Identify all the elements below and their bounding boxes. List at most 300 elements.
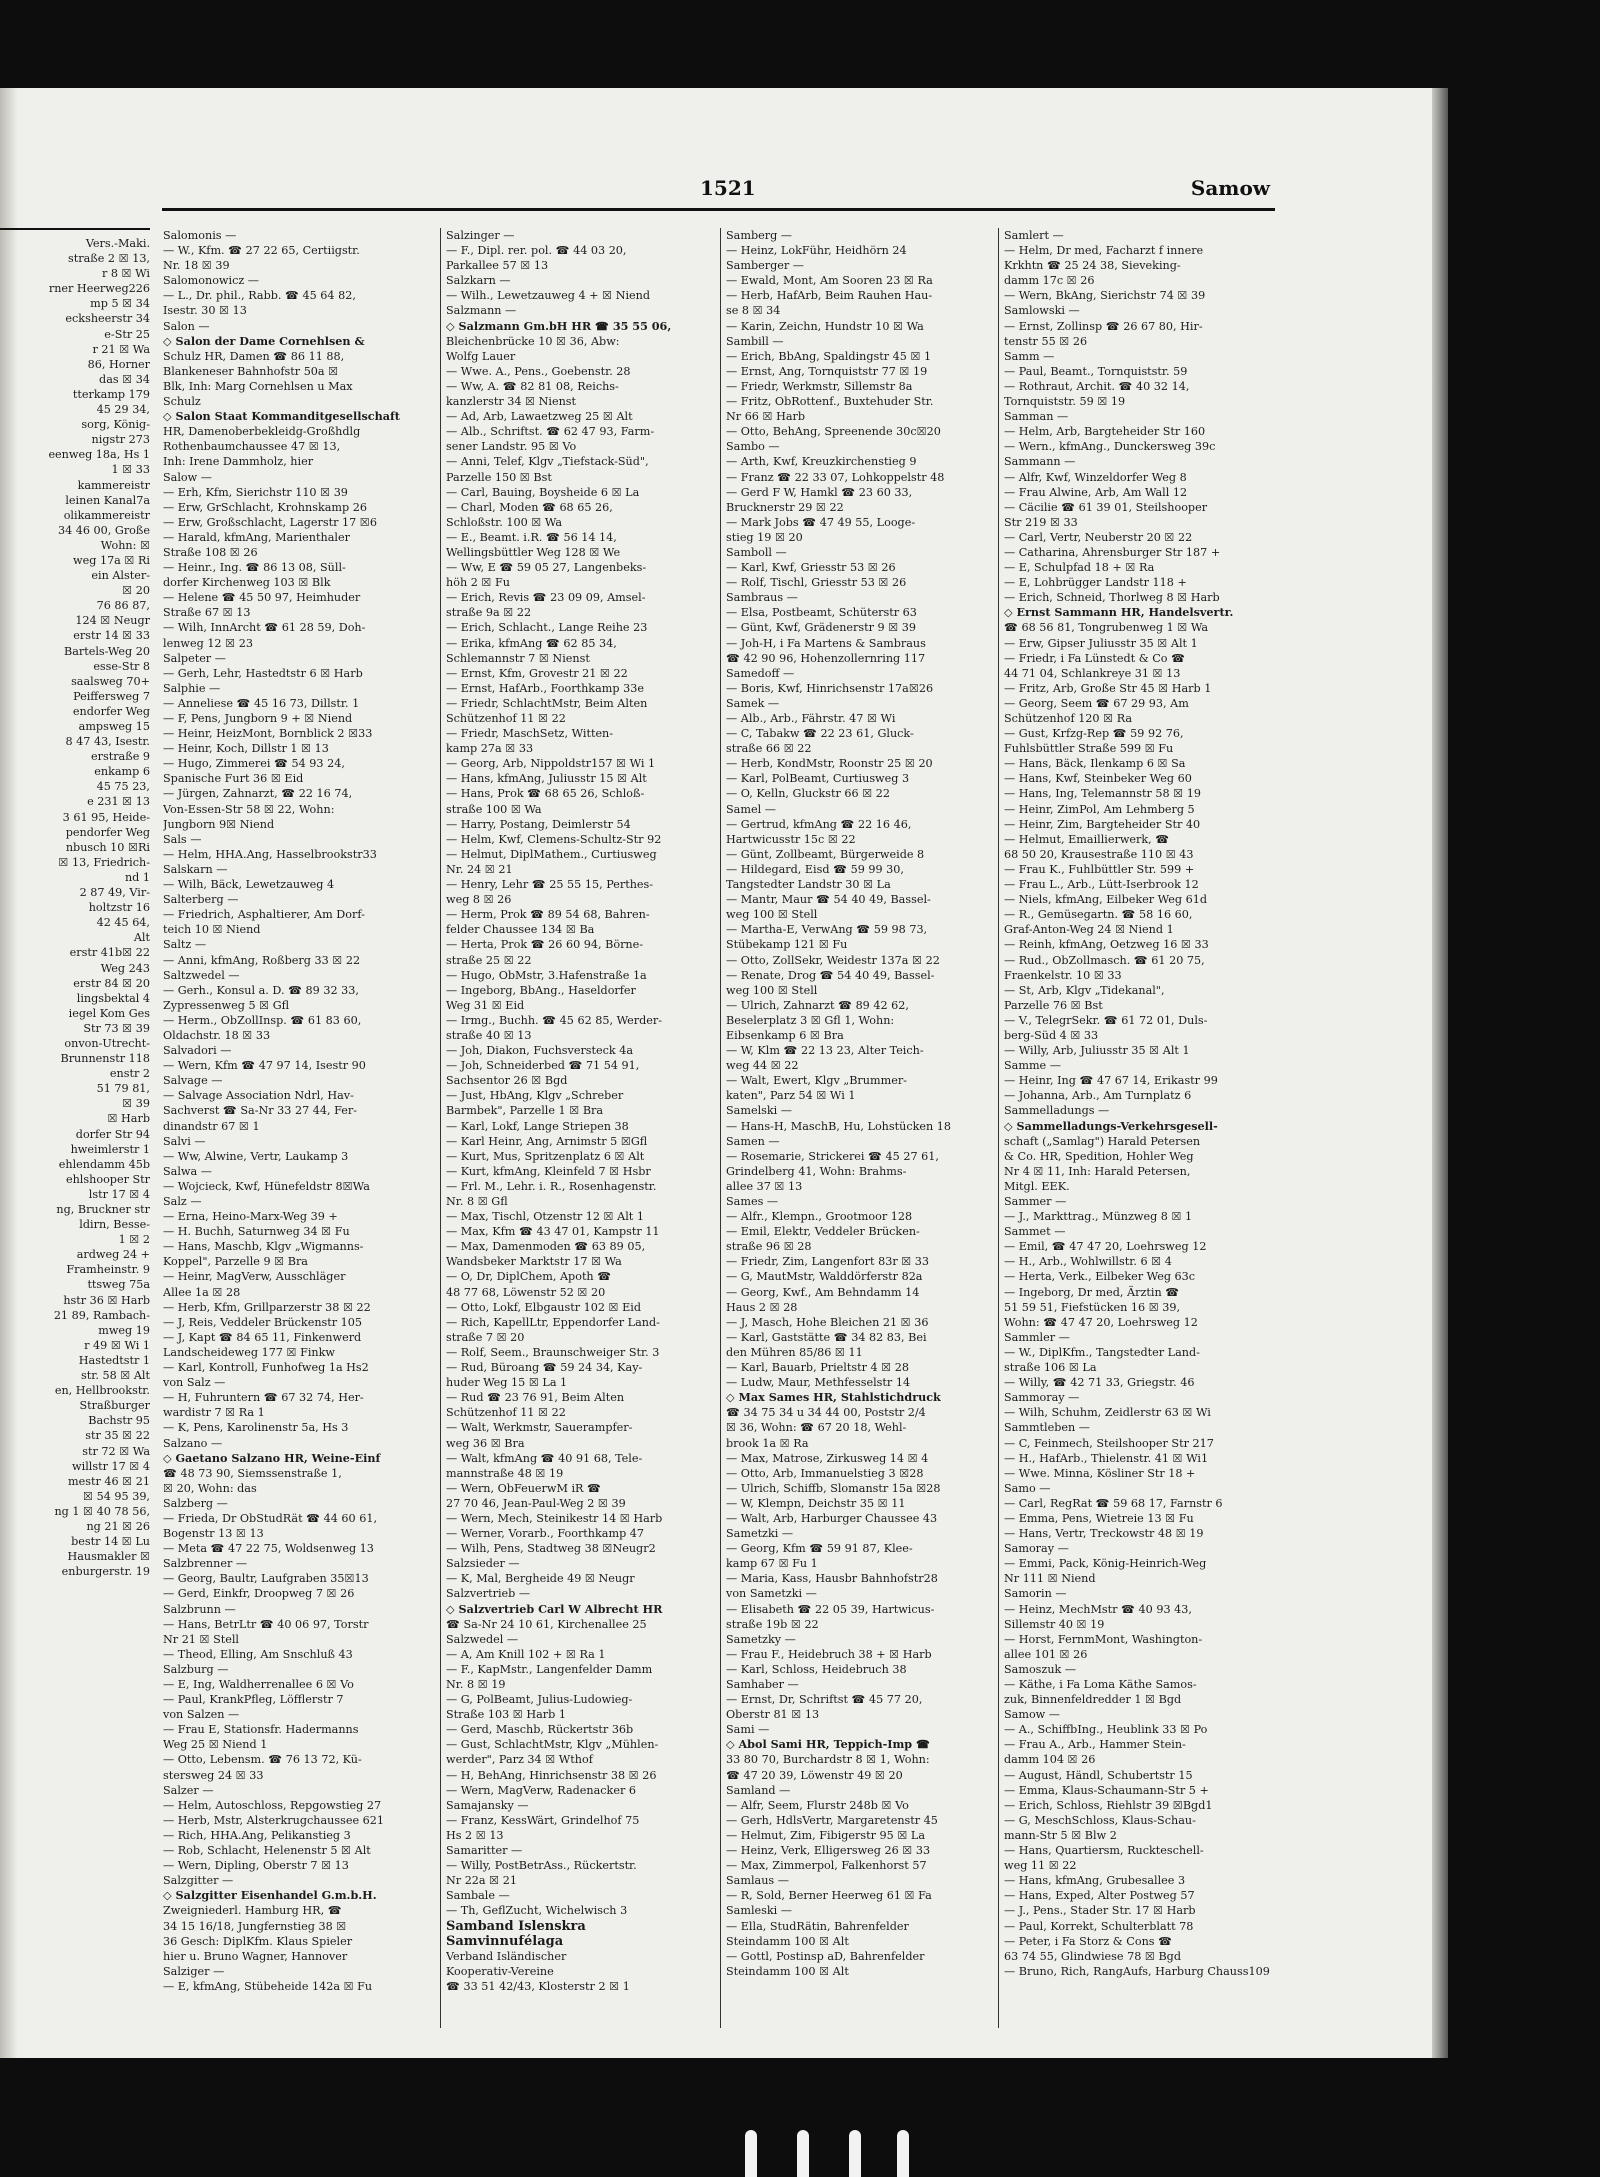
prev-page-rule xyxy=(0,228,150,230)
directory-entry-line: — Franz ☎ 22 33 07, Lohkoppelstr 48 xyxy=(726,470,945,484)
directory-entry-line: ☎ Sa-Nr 24 10 61, Kirchenallee 25 xyxy=(446,1617,647,1631)
surname-heading: Samhaber — xyxy=(726,1678,799,1691)
directory-entry-line: sener Landstr. 95 ☒ Vo xyxy=(446,440,577,454)
directory-entry-line: — W, Klm ☎ 22 13 23, Alter Teich- xyxy=(726,1044,924,1058)
directory-entry-line: — H., HafArb., Thielenstr. 41 ☒ Wi1 xyxy=(1004,1451,1209,1465)
directory-entry-line: — Gerd, Einkfr, Droopweg 7 ☒ 26 xyxy=(163,1587,355,1601)
directory-entry-line: — Emil, Elektr, Veddeler Brücken- xyxy=(726,1225,920,1239)
surname-heading: Sametzki — xyxy=(726,1527,794,1541)
surname-heading: Samelski — xyxy=(726,1104,792,1118)
surname-heading: Salzberg — xyxy=(163,1496,228,1510)
previous-page-column xyxy=(0,236,150,2026)
surname-heading: Samaritter — xyxy=(446,1844,523,1858)
directory-entry-line: — Gertrud, kfmAng ☎ 22 16 46, xyxy=(726,817,912,831)
directory-entry-line: — Harald, kfmAng, Marienthaler xyxy=(163,530,350,544)
directory-entry-line: — Gerh, HdlsVertr, Margaretenstr 45 xyxy=(726,1813,938,1827)
directory-entry-line: straße 19b ☒ 22 xyxy=(726,1617,819,1631)
directory-entry-line: dorfer Kirchenweg 103 ☒ Blk xyxy=(163,576,331,590)
directory-entry-line: Koppel", Parzelle 9 ☒ Bra xyxy=(163,1255,308,1269)
directory-entry-line: — Wilh, Pens, Stadtweg 38 ☒Neugr2 xyxy=(446,1542,656,1556)
prev-page-fragment: Vers.-Maki. xyxy=(85,237,150,250)
directory-entry-line: — Erich, Schlacht., Lange Reihe 23 xyxy=(446,621,648,635)
surname-heading: Saltz — xyxy=(163,938,207,952)
directory-entry-line: — L., Dr. phil., Rabb. ☎ 45 64 82, xyxy=(163,289,356,303)
directory-entry-line: werder", Parz 34 ☒ Wthof xyxy=(446,1753,593,1767)
surname-heading: Sals — xyxy=(163,832,202,846)
directory-entry-line: — Renate, Drog ☎ 54 40 49, Bassel- xyxy=(726,968,935,982)
directory-entry-line: — Gerh., Konsul a. D. ☎ 89 32 33, xyxy=(163,983,359,997)
directory-entry-line: Isestr. 30 ☒ 13 xyxy=(163,304,247,318)
prev-page-fragment: str. 58 ☒ Alt xyxy=(81,1369,150,1383)
surname-heading: Sambraus — xyxy=(726,591,798,605)
prev-page-fragment: Bachstr 95 xyxy=(88,1414,150,1428)
surname-heading: Salomonowicz — xyxy=(163,274,259,288)
directory-entry-line: — F, Pens, Jungborn 9 + ☒ Niend xyxy=(163,712,353,725)
directory-entry-line: — Gottl, Postinsp aD, Bahrenfelder xyxy=(726,1949,925,1963)
directory-entry-line: — Hans-H, MaschB, Hu, Lohstücken 18 xyxy=(726,1119,951,1133)
directory-entry-line: — Alb., Arb., Fährstr. 47 ☒ Wi xyxy=(726,712,896,725)
directory-entry-line: — C, Feinmech, Steilshooper Str 217 xyxy=(1004,1436,1214,1450)
directory-entry-line: — R., Gemüsegartn. ☎ 58 16 60, xyxy=(1004,908,1193,922)
directory-entry-line: — Frau K., Fuhlbüttler Str. 599 + xyxy=(1004,862,1195,876)
surname-heading: Salterberg — xyxy=(163,893,239,907)
directory-entry-line: — Wwe. A., Pens., Goebenstr. 28 xyxy=(446,364,631,378)
binding-tab xyxy=(745,2130,757,2177)
directory-entry-line: — G, PolBeamt, Julius-Ludowieg- xyxy=(446,1693,633,1707)
directory-entry-line: — Heinr, MagVerw, Ausschläger xyxy=(163,1270,346,1284)
directory-entry-line: straße 9a ☒ 22 xyxy=(446,606,532,620)
column-divider xyxy=(720,228,721,2028)
surname-heading: Salzmann — xyxy=(446,304,517,318)
directory-entry-line: allee 101 ☒ 26 xyxy=(1004,1647,1088,1661)
directory-entry-line: — Rud, Büroang ☎ 59 24 34, Kay- xyxy=(446,1361,643,1375)
directory-entry-line: — Mantr, Maur ☎ 54 40 49, Bassel- xyxy=(726,893,931,907)
prev-page-fragment: 42 45 64, xyxy=(96,916,150,930)
directory-entry-line: — Wilh, Bäck, Lewetzauweg 4 xyxy=(163,878,335,892)
prev-page-fragment: ☒ 13, Friedrich- xyxy=(58,855,150,869)
directory-entry-line: — Heinz, LokFühr, Heidhörn 24 xyxy=(726,244,907,258)
directory-entry-line: — Mark Jobs ☎ 47 49 55, Looge- xyxy=(726,515,916,529)
directory-entry-line: — August, Händl, Schubertstr 15 xyxy=(1004,1768,1193,1782)
prev-page-fragment: Brunnenstr 118 xyxy=(60,1052,150,1066)
directory-entry-line: — Friedr, Zim, Langenfort 83r ☒ 33 xyxy=(726,1255,930,1269)
directory-entry-line: straße 7 ☒ 20 xyxy=(446,1330,525,1344)
running-head: Samow xyxy=(1190,176,1270,200)
directory-entry-line: — Walt, kfmAng ☎ 40 91 68, Tele- xyxy=(446,1451,643,1465)
directory-entry-line: Spanische Furt 36 ☒ Eid xyxy=(163,772,304,786)
directory-entry-line: Nr. 8 ☒ Gfl xyxy=(446,1195,508,1208)
directory-entry-line: — Herm., ObZollInsp. ☎ 61 83 60, xyxy=(163,1013,362,1027)
directory-entry-line: Landscheideweg 177 ☒ Finkw xyxy=(163,1345,335,1359)
directory-entry-line: Straße 108 ☒ 26 xyxy=(163,545,258,559)
surname-heading: Salow — xyxy=(163,470,212,484)
directory-entry-line: — W, Klempn, Deichstr 35 ☒ 11 xyxy=(726,1496,906,1510)
prev-page-fragment: holtzstr 16 xyxy=(88,901,150,915)
directory-entry-line: HR, Damenoberbekleidg-Großhdlg xyxy=(163,425,361,439)
directory-entry-line: — Herb, HafArb, Beim Rauhen Hau- xyxy=(726,289,933,303)
prev-page-fragment: erstraße 9 xyxy=(91,750,150,764)
directory-entry-line: — Frau Alwine, Arb, Am Wall 12 xyxy=(1004,485,1188,499)
surname-heading: Salzano — xyxy=(163,1436,223,1450)
prev-page-fragment: mweg 19 xyxy=(98,1323,150,1337)
directory-entry-line: — Frau F., Heidebruch 38 + ☒ Harb xyxy=(726,1647,932,1661)
directory-entry-line: — Charl, Moden ☎ 68 65 26, xyxy=(446,500,613,514)
directory-entry-line: — Ewald, Mont, Am Sooren 23 ☒ Ra xyxy=(726,274,933,288)
directory-entry-line: ◇ Abol Sami HR, Teppich-Imp ☎ xyxy=(726,1737,930,1752)
surname-heading: Sammet — xyxy=(1004,1225,1066,1239)
directory-entry-line: — Wern, MagVerw, Radenacker 6 xyxy=(446,1783,636,1797)
directory-entry-line: Barmbek", Parzelle 1 ☒ Bra xyxy=(446,1104,604,1118)
prev-page-fragment: dorfer Str 94 xyxy=(75,1127,150,1141)
directory-entry-line: teich 10 ☒ Niend xyxy=(163,923,261,937)
directory-entry-line: — Walt, Arb, Harburger Chaussee 43 xyxy=(726,1511,938,1525)
prev-page-fragment: Peiffersweg 7 xyxy=(73,689,150,703)
prev-page-fragment: endorfer Weg xyxy=(72,704,150,718)
directory-entry-line: Wolfg Lauer xyxy=(446,349,516,363)
prev-page-fragment: Hausmakler ☒ xyxy=(67,1550,150,1564)
prev-page-fragment: Wohn: ☒ xyxy=(100,538,150,552)
directory-entry-line: — Hugo, ObMstr, 3.Hafenstraße 1a xyxy=(446,968,647,982)
directory-entry-line: Schützenhof 120 ☒ Ra xyxy=(1004,712,1133,725)
surname-heading: Salz — xyxy=(163,1195,202,1208)
directory-entry-line: den Mühren 85/86 ☒ 11 xyxy=(726,1345,863,1359)
directory-entry-line: ◇ Salzmann Gm.bH HR ☎ 35 55 06, xyxy=(446,318,672,333)
directory-entry-line: Sachverst ☎ Sa-Nr 33 27 44, Fer- xyxy=(163,1104,358,1118)
column-1 xyxy=(163,228,433,2028)
directory-entry-line: — Karl, Gaststätte ☎ 34 82 83, Bei xyxy=(726,1330,927,1344)
directory-entry-line: tenstr 55 ☒ 26 xyxy=(1004,334,1088,348)
directory-entry-line: — Ernst, Kfm, Grovestr 21 ☒ 22 xyxy=(446,666,628,680)
directory-entry-line: — Heinr, Ing ☎ 47 67 14, Erikastr 99 xyxy=(1004,1074,1218,1088)
directory-entry-line: — Emmi, Pack, König-Heinrich-Weg xyxy=(1004,1557,1207,1571)
directory-entry-line: ◇ Sammelladungs-Verkehrsgesell- xyxy=(1004,1118,1218,1133)
directory-entry-line: — Rolf, Tischl, Griesstr 53 ☒ 26 xyxy=(726,576,907,590)
directory-entry-line: — Helm, Arb, Bargteheider Str 160 xyxy=(1004,425,1206,439)
directory-entry-line: — Erw, GrSchlacht, Krohnskamp 26 xyxy=(163,500,367,514)
prev-page-fragment: lingsbektal 4 xyxy=(76,991,150,1005)
directory-entry-line: — Ernst, Dr, Schriftst ☎ 45 77 20, xyxy=(726,1693,923,1707)
directory-entry-line: — Hans, kfmAng, Juliusstr 15 ☒ Alt xyxy=(446,772,647,786)
directory-entry-line: — Cäcilie ☎ 61 39 01, Steilshooper xyxy=(1004,500,1208,514)
directory-entry-line: — Ernst, Zollinsp ☎ 26 67 80, Hir- xyxy=(1004,319,1203,333)
directory-entry-line: — Gust, SchlachtMstr, Klgv „Mühlen- xyxy=(446,1738,659,1752)
binding-tab xyxy=(797,2130,809,2177)
directory-entry-line: Nr 22a ☒ 21 xyxy=(446,1874,517,1888)
directory-entry-line: — Salvage Association Ndrl, Hav- xyxy=(163,1089,354,1103)
prev-page-fragment: hweimlerstr 1 xyxy=(70,1142,150,1156)
directory-entry-line: — Karl Heinr, Ang, Arnimstr 5 ☒Gfl xyxy=(446,1134,648,1148)
directory-entry-line: straße 25 ☒ 22 xyxy=(446,953,532,967)
surname-heading: Sammler — xyxy=(1004,1330,1070,1344)
prev-page-fragment: tterkamp 179 xyxy=(72,387,150,401)
surname-heading: Samen — xyxy=(726,1134,780,1148)
surname-heading: Salskarn — xyxy=(163,862,228,876)
surname-heading: Samek — xyxy=(726,696,780,710)
surname-heading: Samajansky — xyxy=(446,1798,529,1812)
prev-page-fragment: ng 21 ☒ 26 xyxy=(86,1519,150,1533)
column-divider xyxy=(998,228,999,2028)
directory-entry-line: ☒ 20, Wohn: das xyxy=(163,1481,257,1495)
surname-heading: Sammann — xyxy=(1004,455,1076,469)
directory-entry-line: Steindamm 100 ☒ Alt xyxy=(726,1964,849,1978)
prev-page-fragment: olikammereistr xyxy=(63,508,150,522)
surname-heading: Sammtleben — xyxy=(1004,1421,1090,1435)
directory-entry-line: zuk, Binnenfeldredder 1 ☒ Bgd xyxy=(1004,1693,1182,1707)
prev-page-fragment: nbusch 10 ☒Ri xyxy=(65,840,150,854)
directory-entry-line: weg 8 ☒ 26 xyxy=(446,893,512,907)
directory-entry-line: — Theod, Elling, Am Snschluß 43 xyxy=(163,1647,353,1661)
directory-entry-line: damm 17c ☒ 26 xyxy=(1004,274,1095,288)
directory-entry-line: — Hildegard, Eisd ☎ 59 99 30, xyxy=(726,862,904,876)
surname-heading: Salvage — xyxy=(163,1074,223,1088)
directory-entry-line: Inh: Irene Dammholz, hier xyxy=(163,455,314,469)
directory-entry-line: — Henry, Lehr ☎ 25 55 15, Perthes- xyxy=(446,878,654,892)
directory-entry-line: Nr. 24 ☒ 21 xyxy=(446,862,513,876)
directory-entry-line: — Ulrich, Schiffb, Slomanstr 15a ☒28 xyxy=(726,1481,941,1495)
directory-entry-line: — Karl, Kwf, Griesstr 53 ☒ 26 xyxy=(726,561,896,575)
directory-entry-line: — Max, Damenmoden ☎ 63 89 05, xyxy=(446,1240,646,1254)
prev-page-fragment: Weg 243 xyxy=(100,961,150,975)
directory-entry-line: — Otto, Lokf, Elbgaustr 102 ☒ Eid xyxy=(446,1300,642,1314)
prev-page-fragment: ttsweg 75a xyxy=(87,1278,150,1292)
surname-heading: Sammoray — xyxy=(1004,1391,1080,1405)
directory-entry-line: — Hans, Vertr, Treckowstr 48 ☒ 19 xyxy=(1004,1527,1204,1541)
prev-page-fragment: esse-Str 8 xyxy=(93,659,150,673)
directory-entry-line: — Peter, i Fa Storz & Cons ☎ xyxy=(1004,1934,1173,1948)
directory-entry-line: Parzelle 150 ☒ Bst xyxy=(446,470,552,484)
prev-page-fragment: willstr 17 ☒ 4 xyxy=(72,1459,150,1473)
directory-entry-line: — Erich, Schneid, Thorlweg 8 ☒ Harb xyxy=(1004,591,1220,605)
directory-entry-line: — Rosemarie, Strickerei ☎ 45 27 61, xyxy=(726,1149,939,1163)
directory-entry-line: — Friedrich, Asphaltierer, Am Dorf- xyxy=(163,908,365,922)
surname-heading: Samoszuk — xyxy=(1004,1662,1077,1676)
surname-heading: Salomonis — xyxy=(163,229,237,242)
prev-page-fragment: r 8 ☒ Wi xyxy=(101,267,150,281)
directory-entry-line: — Heinr, ZimPol, Am Lehmberg 5 xyxy=(1004,802,1195,816)
directory-entry-line: mannstraße 48 ☒ 19 xyxy=(446,1466,564,1480)
directory-entry-line: — W., DiplKfm., Tangstedter Land- xyxy=(1004,1345,1200,1359)
directory-entry-line: — Heinr, Koch, Dillstr 1 ☒ 13 xyxy=(163,742,329,756)
directory-entry-line: — Elsa, Postbeamt, Schüterstr 63 xyxy=(726,606,917,620)
directory-entry-line: — J., Pens., Stader Str. 17 ☒ Harb xyxy=(1004,1904,1196,1918)
directory-entry-line: — Werner, Vorarb., Foorthkamp 47 xyxy=(446,1527,645,1541)
prev-page-fragment: ehlendamm 45b xyxy=(58,1157,150,1171)
directory-entry-line: — Franz, KessWärt, Grindelhof 75 xyxy=(446,1813,640,1827)
directory-entry-line: ☎ 33 51 42/43, Klosterstr 2 ☒ 1 xyxy=(446,1979,630,1993)
prev-page-fragment: pendorfer Weg xyxy=(65,825,150,839)
prev-page-fragment: iegel Kom Ges xyxy=(68,1006,150,1020)
directory-entry-line: Oldachstr. 18 ☒ 33 xyxy=(163,1028,271,1042)
directory-entry-line: — H. Buchh, Saturnweg 34 ☒ Fu xyxy=(163,1225,350,1239)
directory-entry-line: Straße 103 ☒ Harb 1 xyxy=(446,1708,566,1722)
surname-heading: Salvadori — xyxy=(163,1044,232,1058)
prev-page-fragment: ampsweg 15 xyxy=(78,720,150,733)
directory-entry-line: — Meta ☎ 47 22 75, Woldsenweg 13 xyxy=(163,1542,374,1556)
column-3 xyxy=(726,228,996,2028)
directory-entry-line: — Ernst, Ang, Tornquiststr 77 ☒ 19 xyxy=(726,364,928,378)
directory-entry-line: ☎ 48 73 90, Siemssenstraße 1, xyxy=(163,1466,342,1480)
prev-page-fragment: ☒ Harb xyxy=(107,1112,150,1126)
surname-heading: Samman — xyxy=(1004,410,1069,424)
directory-entry-line: — E, kfmAng, Stübeheide 142a ☒ Fu xyxy=(163,1979,373,1993)
directory-entry-line: 44 71 04, Schlankreye 31 ☒ 13 xyxy=(1004,666,1181,680)
directory-entry-line: — Hans, Maschb, Klgv „Wigmanns- xyxy=(163,1240,364,1254)
directory-entry-line: — Hans, kfmAng, Grubesallee 3 xyxy=(1004,1874,1186,1888)
directory-entry-line: — F., Dipl. rer. pol. ☎ 44 03 20, xyxy=(446,244,627,258)
directory-entry-line: Schulz HR, Damen ☎ 86 11 88, xyxy=(163,349,345,363)
directory-entry-line: Steindamm 100 ☒ Alt xyxy=(726,1934,849,1948)
directory-entry-line: Weg 25 ☒ Niend 1 xyxy=(163,1738,268,1752)
directory-entry-line: — Ludw, Maur, Methfesselstr 14 xyxy=(726,1376,911,1390)
directory-entry-line: — Rud., ObZollmasch. ☎ 61 20 75, xyxy=(1004,953,1205,967)
directory-entry-line: — H, BehAng, Hinrichsenstr 38 ☒ 26 xyxy=(446,1768,657,1782)
directory-entry-line: — Willy, PostBetrAss., Rückertstr. xyxy=(446,1859,637,1873)
directory-entry-line: — Karin, Zeichn, Hundstr 10 ☒ Wa xyxy=(726,319,924,333)
directory-entry-line: — Emma, Klaus-Schaumann-Str 5 + xyxy=(1004,1783,1209,1797)
page-edge xyxy=(1432,88,1448,2058)
directory-entry-line: — Alb., Schriftst. ☎ 62 47 93, Farm- xyxy=(446,425,655,439)
surname-heading: von Sametzki — xyxy=(726,1587,817,1601)
directory-entry-line: ◇ Salzvertrieb Carl W Albrecht HR xyxy=(446,1601,663,1616)
surname-heading: Samoray — xyxy=(1004,1542,1069,1556)
prev-page-fragment: 124 ☒ Neugr xyxy=(75,614,150,628)
directory-entry-line: — Horst, FernmMont, Washington- xyxy=(1004,1632,1203,1646)
directory-entry-line: — Helm, Kwf, Clemens-Schultz-Str 92 xyxy=(446,832,662,846)
directory-entry-line: — Carl, RegRat ☎ 59 68 17, Farnstr 6 xyxy=(1004,1496,1223,1510)
directory-entry-line: — Alfr, Seem, Flurstr 248b ☒ Vo xyxy=(726,1798,909,1812)
prev-page-fragment: e 231 ☒ 13 xyxy=(87,795,150,809)
surname-heading: Samland — xyxy=(726,1783,791,1797)
directory-entry-line: — Otto, ZollSekr, Weidestr 137a ☒ 22 xyxy=(726,953,940,967)
prev-page-fragment: 86, Horner xyxy=(87,357,150,371)
directory-entry-line: Schloßstr. 100 ☒ Wa xyxy=(446,515,563,529)
directory-entry-line: — Max, Zimmerpol, Falkenhorst 57 xyxy=(726,1859,927,1873)
surname-heading: Samorin — xyxy=(1004,1587,1067,1601)
surname-heading: Salzsieder — xyxy=(446,1557,520,1571)
directory-entry-line: — Arth, Kwf, Kreuzkirchenstieg 9 xyxy=(726,455,917,469)
directory-entry-line: Fuhlsbüttler Straße 599 ☒ Fu xyxy=(1004,742,1174,756)
directory-entry-line: — J, Reis, Veddeler Brückenstr 105 xyxy=(163,1315,363,1329)
directory-entry-line: berg-Süd 4 ☒ 33 xyxy=(1004,1028,1099,1042)
prev-page-fragment: 45 29 34, xyxy=(96,403,150,417)
directory-entry-line: 48 77 68, Löwenstr 52 ☒ 20 xyxy=(446,1285,606,1299)
directory-entry-line: Jungborn 9☒ Niend xyxy=(163,817,275,831)
directory-entry-line: Mitgl. EEK. xyxy=(1004,1179,1070,1193)
directory-entry-line: — Frl. M., Lehr. i. R., Rosenhagenstr. xyxy=(446,1179,657,1193)
directory-entry-line: — Reinh, kfmAng, Oetzweg 16 ☒ 33 xyxy=(1004,938,1209,952)
surname-heading: Salvi — xyxy=(163,1134,206,1148)
directory-entry-line: — Alfr, Kwf, Winzeldorfer Weg 8 xyxy=(1004,470,1187,484)
directory-entry-line: — Georg, Kfm ☎ 59 91 87, Klee- xyxy=(726,1542,913,1556)
surname-heading: Sambo — xyxy=(726,440,780,454)
directory-entry-line: Verband Isländischer xyxy=(446,1949,567,1963)
directory-entry-line: — Joh, Diakon, Fuchsversteck 4a xyxy=(446,1044,634,1058)
directory-entry-line: — Walt, Ewert, Klgv „Brummer- xyxy=(726,1074,907,1088)
directory-entry-line: — Joh-H, i Fa Martens & Sambraus xyxy=(726,636,926,650)
surname-heading: von Salz — xyxy=(163,1376,226,1390)
directory-entry-line: weg 100 ☒ Stell xyxy=(726,908,818,922)
directory-entry-line: Straße 67 ☒ 13 xyxy=(163,606,251,620)
directory-entry-line: Eibsenkamp 6 ☒ Bra xyxy=(726,1028,844,1042)
directory-entry-line: — Rothraut, Archit. ☎ 40 32 14, xyxy=(1004,379,1190,393)
surname-heading: Salphie — xyxy=(163,681,221,695)
directory-entry-line: — C, Tabakw ☎ 22 23 61, Gluck- xyxy=(726,727,914,741)
directory-entry-line: — Helm, Dr med, Facharzt f innere xyxy=(1004,244,1204,258)
directory-entry-line: Rothenbaumchaussee 47 ☒ 13, xyxy=(163,440,341,454)
directory-entry-line: straße 40 ☒ 13 xyxy=(446,1028,532,1042)
surname-heading: Samo — xyxy=(1004,1481,1051,1495)
directory-entry-line: höh 2 ☒ Fu xyxy=(446,576,510,590)
directory-entry-line: — Willy, ☎ 42 71 33, Griegstr. 46 xyxy=(1004,1376,1195,1390)
surname-heading: Samboll — xyxy=(726,545,787,559)
directory-entry-line: — Ella, StudRätin, Bahrenfelder xyxy=(726,1919,909,1933)
directory-entry-line: — Hans, Exped, Alter Postweg 57 xyxy=(1004,1889,1195,1903)
directory-entry-line: — Friedr, i Fa Lünstedt & Co ☎ xyxy=(1004,651,1186,665)
directory-entry-line: ◇ Salon Staat Kommanditgesellschaft xyxy=(163,409,400,424)
directory-entry-line: Zweigniederl. Hamburg HR, ☎ xyxy=(163,1904,342,1918)
directory-entry-line: Hs 2 ☒ 13 xyxy=(446,1828,504,1842)
directory-entry-line: Bogenstr 13 ☒ 13 xyxy=(163,1527,264,1541)
directory-entry-line: ◇ Salon der Dame Cornehlsen & xyxy=(163,333,365,348)
directory-entry-line: — Erich, Schloss, Riehlstr 39 ☒Bgd1 xyxy=(1004,1798,1213,1812)
surname-heading: Salon — xyxy=(163,319,210,333)
directory-entry-line: brook 1a ☒ Ra xyxy=(726,1436,809,1450)
prev-page-fragment: rner Heerweg226 xyxy=(48,282,150,296)
directory-entry-line: — Ingeborg, BbAng., Haseldorfer xyxy=(446,983,636,997)
directory-entry-line: — Karl, Bauarb, Prieltstr 4 ☒ 28 xyxy=(726,1361,909,1375)
directory-entry-line: — Helm, HHA.Ang, Hasselbrookstr33 xyxy=(163,847,377,861)
surname-heading: Samberg — xyxy=(726,229,792,242)
directory-entry-line: — Wern, BkAng, Sierichstr 74 ☒ 39 xyxy=(1004,289,1206,303)
directory-entry-line: ◇ Max Sames HR, Stahlstichdruck xyxy=(726,1390,941,1405)
directory-entry-line: — Just, HbAng, Klgv „Schreber xyxy=(446,1089,624,1103)
directory-entry-line: ☎ 42 90 96, Hohenzollernring 117 xyxy=(726,651,926,665)
directory-entry-line: 36 Gesch: DiplKfm. Klaus Spieler xyxy=(163,1934,353,1948)
directory-entry-line: Beselerplatz 3 ☒ Gfl 1, Wohn: xyxy=(726,1013,895,1027)
surname-heading: Samme — xyxy=(1004,1059,1061,1073)
surname-heading: Salzbrunn — xyxy=(163,1602,236,1616)
directory-entry-line: Oberstr 81 ☒ 13 xyxy=(726,1708,820,1722)
page-header xyxy=(150,176,1270,210)
directory-entry-line: — Erh, Kfm, Sierichstr 110 ☒ 39 xyxy=(163,485,348,499)
directory-entry-line: weg 11 ☒ 22 xyxy=(1004,1859,1077,1873)
directory-entry-line: — Herta, Verk., Eilbeker Weg 63c xyxy=(1004,1270,1196,1284)
prev-page-fragment: enkamp 6 xyxy=(94,765,150,779)
directory-entry-line: — Helmut, DiplMathem., Curtiusweg xyxy=(446,847,657,861)
prev-page-fragment: ardweg 24 + xyxy=(76,1248,150,1262)
directory-entry-line: — Wwe. Minna, Kösliner Str 18 + xyxy=(1004,1466,1196,1480)
directory-entry-line: Zypressenweg 5 ☒ Gfl xyxy=(163,998,290,1012)
surname-heading: Salzwedel — xyxy=(446,1632,519,1646)
directory-entry-line: — Joh, Schneiderbed ☎ 71 54 91, xyxy=(446,1059,640,1073)
directory-entry-line: — Wilh., Lewetzauweg 4 + ☒ Niend xyxy=(446,289,651,303)
directory-entry-line: — Ernst, HafArb., Foorthkamp 33e xyxy=(446,681,644,695)
directory-entry-line: ◇ Ernst Sammann HR, Handelsvertr. xyxy=(1004,605,1234,620)
directory-entry-line: — Hans, Ing, Telemannstr 58 ☒ 19 xyxy=(1004,787,1201,801)
directory-entry-line: wardistr 7 ☒ Ra 1 xyxy=(163,1406,265,1420)
directory-entry-line: — Erika, kfmAng ☎ 62 85 34, xyxy=(446,636,617,650)
surname-heading: Sami — xyxy=(726,1723,770,1737)
page-number: 1521 xyxy=(700,176,756,200)
directory-entry-line: — Ingeborg, Dr med, Ärztin ☎ xyxy=(1004,1285,1180,1299)
prev-page-fragment: Str 73 ☒ 39 xyxy=(83,1021,150,1035)
surname-heading: Salzburg — xyxy=(163,1662,229,1676)
binding-tab xyxy=(897,2130,909,2177)
directory-entry-line: — Frau A., Arb., Hammer Stein- xyxy=(1004,1738,1186,1752)
directory-entry-line: 63 74 55, Glindwiese 78 ☒ Bgd xyxy=(1004,1949,1182,1963)
directory-entry-line: Wandsbeker Marktstr 17 ☒ Wa xyxy=(446,1255,622,1269)
surname-heading: Saltzwedel — xyxy=(163,968,240,982)
